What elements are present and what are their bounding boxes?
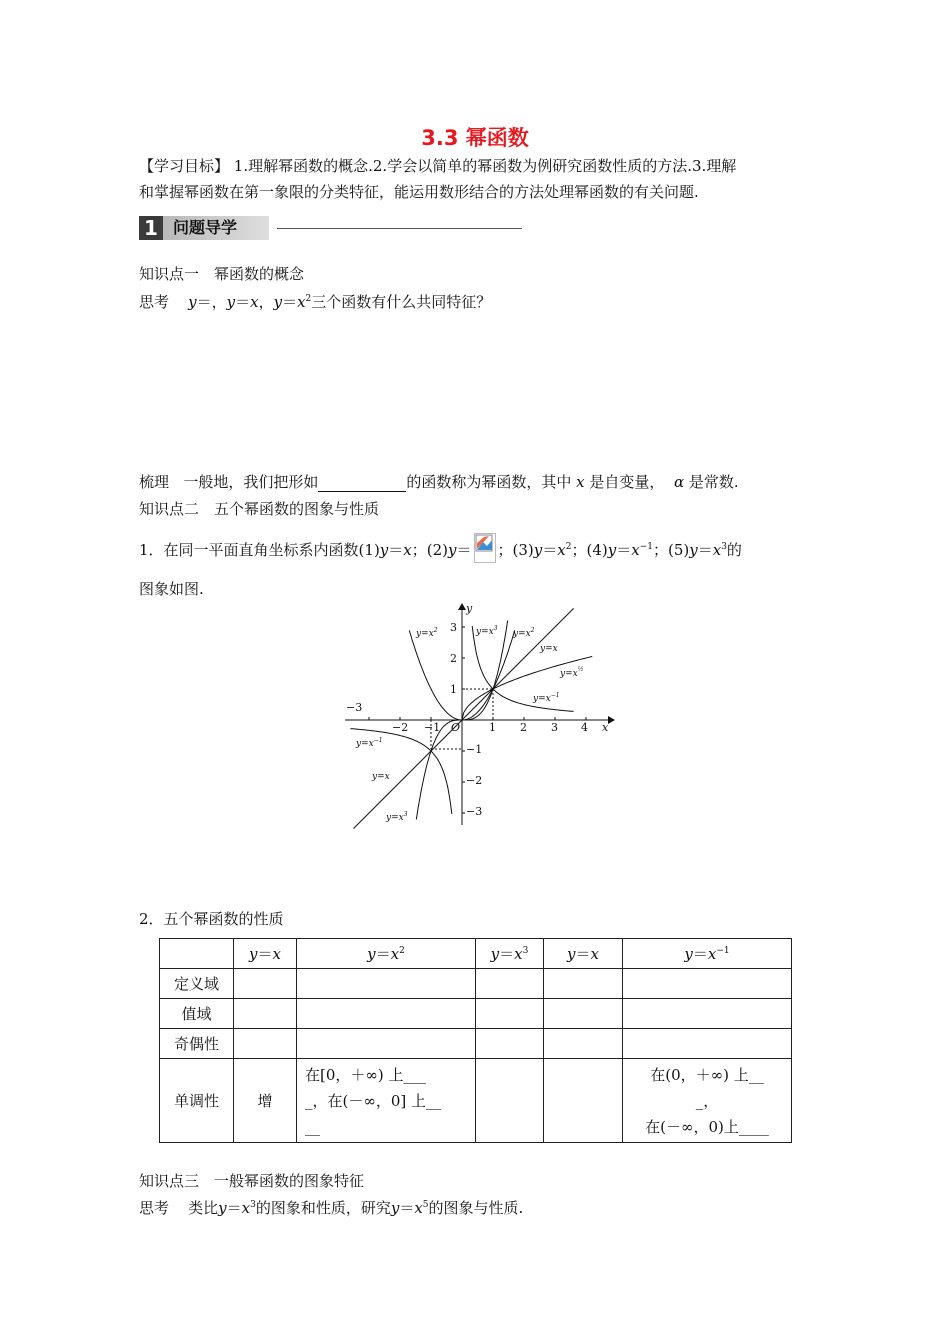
table-header: $y=x^{-1}$ bbox=[623, 939, 792, 969]
table-cell[interactable] bbox=[297, 999, 476, 1029]
mono-x2-line2: _，在(－∞，0] 上__ bbox=[305, 1091, 442, 1110]
mono-xinv-line3: 在(－∞，0)上____ bbox=[645, 1117, 769, 1136]
properties-table bbox=[159, 938, 792, 1143]
table-cell[interactable] bbox=[234, 1029, 297, 1059]
x-tick-label-neg2: −2 bbox=[392, 721, 409, 734]
kp1-comb-var: x bbox=[576, 473, 585, 491]
objectives-line2: 和掌握幂函数在第一象限的分类特征，能运用数形结合的方法处理幂函数的有关问题. bbox=[139, 183, 699, 201]
x-tick-label-neg1: −1 bbox=[424, 721, 441, 734]
y-tick-label-1: 1 bbox=[450, 683, 457, 696]
kp1-think: 思考 y＝，y＝x，$y=x^2$三个函数有什么共同特征？ bbox=[139, 293, 492, 311]
y-tick-label-neg2: −2 bbox=[466, 774, 483, 787]
kp1-comb-before: 一般地，我们把形如 bbox=[183, 473, 319, 491]
table-header: y＝x bbox=[544, 939, 623, 969]
power-function-graph bbox=[340, 600, 620, 830]
curve-y-x-half bbox=[462, 657, 592, 721]
row-label-parity: 奇偶性 bbox=[160, 1029, 234, 1059]
y-axis-arrow bbox=[458, 603, 466, 610]
kp3-think-mid: 的图象和性质，研究 bbox=[255, 1199, 391, 1217]
kp1-comb-label: 梳理 bbox=[139, 473, 170, 491]
label-y-x-top: y=x bbox=[540, 644, 558, 654]
page-title: 3.3 幂函数 bbox=[421, 126, 529, 150]
table-cell[interactable] bbox=[297, 1029, 476, 1059]
table-cell[interactable] bbox=[623, 1029, 792, 1059]
kp3-think: 思考 类比$y=x^3$的图象和性质，研究$y=x^5$的图象与性质. bbox=[139, 1199, 524, 1217]
kp1-comb-end1: 是自变量， bbox=[589, 473, 665, 491]
x-tick-label-1: 1 bbox=[489, 721, 496, 734]
mono-x2-line1: 在[0，＋∞) 上___ bbox=[305, 1065, 427, 1084]
kp2-item1-prefix: 1．在同一平面直角坐标系内函数(1) bbox=[139, 541, 380, 559]
kp3-think-label: 思考 bbox=[139, 1199, 170, 1217]
table-cell[interactable] bbox=[544, 1029, 623, 1059]
kp3-heading: 知识点三 一般幂函数的图象特征 bbox=[139, 1172, 365, 1190]
x-tick-label-2: 2 bbox=[520, 721, 527, 734]
kp1-heading: 知识点一 幂函数的概念 bbox=[139, 265, 305, 283]
kp1-comb-end2: 是常数. bbox=[688, 473, 739, 491]
table-cell[interactable] bbox=[623, 999, 792, 1029]
learning-objectives bbox=[139, 153, 819, 205]
kp2-heading: 知识点二 五个幂函数的图象与性质 bbox=[139, 500, 380, 518]
table-cell[interactable] bbox=[544, 1059, 623, 1143]
x-tick-label-4: 4 bbox=[581, 721, 588, 734]
table-cell[interactable] bbox=[234, 999, 297, 1029]
kp1-comb-alpha: α bbox=[673, 473, 685, 491]
table-header: $y=x^2$ bbox=[297, 939, 476, 969]
row-label-monotonicity: 单调性 bbox=[160, 1059, 234, 1143]
mono-cell-x2[interactable] bbox=[297, 1059, 476, 1143]
section-label: 问题导学 bbox=[163, 216, 269, 240]
fill-blank[interactable] bbox=[318, 473, 406, 492]
table-cell[interactable] bbox=[544, 969, 623, 999]
kp2-item2: 2．五个幂函数的性质 bbox=[139, 910, 284, 928]
label-y-x2-right: $y=x^2$ bbox=[513, 627, 535, 639]
label-y-x-bottom: y=x bbox=[372, 772, 390, 782]
mono-xinv-line2: _， bbox=[695, 1091, 719, 1110]
kp3-think-after: 的图象与性质. bbox=[428, 1199, 524, 1217]
table-header: $y=x^3$ bbox=[476, 939, 544, 969]
origin-label: O bbox=[451, 721, 461, 734]
kp1-comb-after: 的函数称为幂函数，其中 bbox=[406, 473, 572, 491]
x-tick-label-3: 3 bbox=[551, 721, 558, 734]
mono-xinv-line1: 在(0，＋∞) 上__ bbox=[650, 1065, 764, 1084]
y-tick-label-2: 2 bbox=[450, 652, 457, 665]
row-label-domain: 定义域 bbox=[160, 969, 234, 999]
objectives-label: 【学习目标】 bbox=[139, 157, 230, 175]
label-y-x3-top: $y=x^3$ bbox=[476, 625, 498, 637]
table-cell[interactable] bbox=[476, 969, 544, 999]
kp2-item1-end: 的 bbox=[726, 541, 742, 559]
mono-x2-line3: __ bbox=[305, 1117, 320, 1136]
label-y-x-inv-right: $y=x^{-1}$ bbox=[533, 692, 560, 704]
objectives-line1: 1.理解幂函数的概念.2.学会以简单的幂函数为例研究函数性质的方法.3.理解 bbox=[233, 157, 737, 175]
y-tick-label-neg1: −1 bbox=[466, 743, 483, 756]
table-header: y＝x bbox=[234, 939, 297, 969]
label-y-x-inv-left: $y=x^{-1}$ bbox=[356, 737, 383, 749]
section-divider bbox=[277, 228, 522, 229]
label-y-x2-left: $y=x^2$ bbox=[416, 627, 438, 639]
x-axis-label: x bbox=[602, 721, 609, 734]
kp3-think-before: 类比 bbox=[188, 1199, 219, 1217]
table-cell[interactable] bbox=[297, 969, 476, 999]
x-axis-arrow bbox=[608, 716, 615, 724]
kp1-think-label: 思考 bbox=[139, 293, 170, 311]
kp1-comb bbox=[139, 471, 739, 492]
y-tick-label-neg3: −3 bbox=[466, 805, 483, 818]
x-tick-label-neg3: −3 bbox=[346, 701, 363, 714]
table-cell[interactable] bbox=[623, 969, 792, 999]
table-cell[interactable] bbox=[234, 969, 297, 999]
table-cell[interactable] bbox=[476, 1029, 544, 1059]
kp2-item1: 1．在同一平面直角坐标系内函数(1)y＝x；(2)y＝ ；$(3)y=x^2$；$(4)y=x^{-1}$；$(5)y=x^3$的 bbox=[139, 533, 742, 563]
y-tick-label-3: 3 bbox=[450, 621, 457, 634]
table-cell[interactable] bbox=[544, 999, 623, 1029]
table-cell[interactable] bbox=[476, 999, 544, 1029]
row-label-range: 值域 bbox=[160, 999, 234, 1029]
kp1-think-text: 三个函数有什么共同特征？ bbox=[311, 293, 492, 311]
y-axis-label: y bbox=[466, 602, 473, 615]
label-y-x-half: $y=x^{\frac{1}{2}}$ bbox=[560, 666, 584, 679]
kp2-item1-line2: 图象如图. bbox=[139, 580, 204, 598]
mono-cell-x-inv[interactable] bbox=[623, 1059, 792, 1143]
label-y-x3-bottom: $y=x^3$ bbox=[386, 811, 408, 823]
section-number: 1 bbox=[139, 216, 163, 240]
table-cell[interactable] bbox=[476, 1059, 544, 1143]
table-corner bbox=[160, 939, 234, 969]
mono-cell-x: 增 bbox=[234, 1059, 297, 1143]
curve-y-x bbox=[354, 608, 574, 828]
section-header bbox=[139, 216, 534, 242]
broken-image-icon bbox=[474, 533, 496, 563]
